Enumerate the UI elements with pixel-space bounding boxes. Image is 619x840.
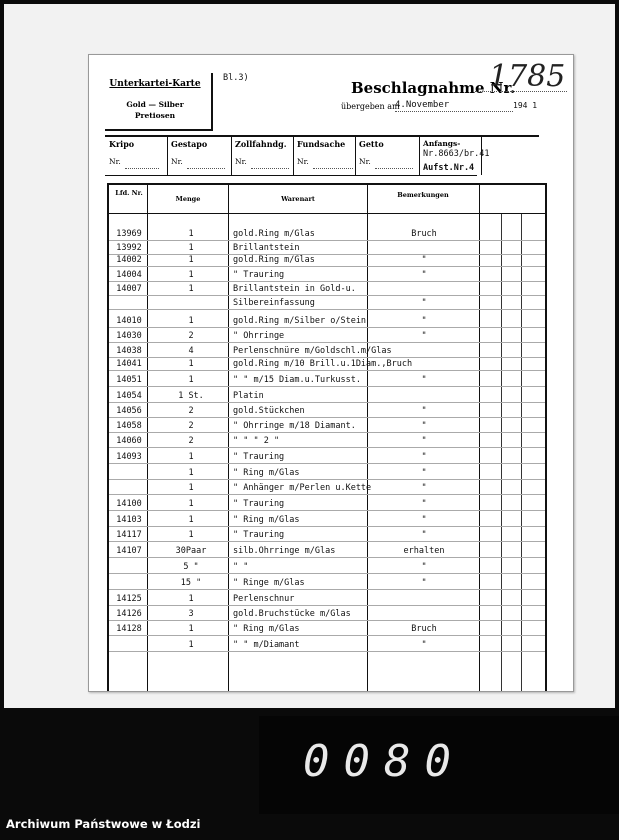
row-lfd-nr: 14100 [116, 499, 142, 509]
row-menge: 1 [188, 515, 194, 525]
row-lfd-nr: 14007 [116, 284, 142, 294]
row-lfd-nr: 14107 [116, 546, 142, 556]
row-lfd-nr: 14038 [116, 346, 142, 356]
column-divider [367, 185, 368, 691]
row-lfd-nr: 14010 [116, 316, 142, 326]
row-warenart: gold.Ring m/Glas [233, 229, 315, 239]
field-separator [419, 135, 420, 175]
row-warenart: Perlenschnur [233, 594, 295, 604]
row-warenart: gold.Ring m/Silber o/Stein [233, 316, 367, 326]
row-rule [109, 463, 545, 464]
row-menge: 2 [188, 421, 194, 431]
row-lfd-nr: 13992 [116, 243, 142, 253]
row-bemerkungen: " [421, 515, 427, 525]
row-rule [109, 281, 545, 282]
row-rule [109, 541, 545, 542]
row-lfd-nr: 14041 [116, 359, 142, 369]
row-bemerkungen: " [421, 298, 427, 308]
row-menge: 1 [188, 284, 194, 294]
row-bemerkungen: " [421, 255, 427, 265]
row-rule [109, 526, 545, 527]
table-header-border [109, 213, 545, 214]
row-warenart: " " m/Diamant [233, 640, 300, 650]
frame-counter: 0080 [303, 736, 465, 787]
field-separator [293, 135, 294, 175]
row-bemerkungen: " [421, 499, 427, 509]
header-menge: Menge [175, 195, 201, 203]
row-bemerkungen: " [421, 316, 427, 326]
row-lfd-nr: 14054 [116, 391, 142, 401]
row-menge: 1 [188, 255, 194, 265]
row-rule [109, 651, 545, 652]
row-bemerkungen: " [421, 483, 427, 493]
row-bemerkungen: Bruch [411, 229, 437, 239]
card-type-line2: Pretiosen [134, 111, 176, 120]
row-rule [109, 605, 545, 606]
card-type-line1: Gold — Silber [126, 100, 184, 109]
field-gestapo-line [187, 168, 225, 169]
column-divider [479, 185, 480, 691]
frame-counter-panel [259, 716, 619, 814]
row-bemerkungen: Bruch [411, 624, 437, 634]
field-zoll-nr: Nr. [235, 157, 247, 166]
row-rule [109, 309, 545, 310]
row-bemerkungen: " [421, 468, 427, 478]
inventory-card [88, 54, 574, 692]
row-warenart: " " " 2 " [233, 436, 280, 446]
field-gestapo-label: Gestapo [171, 139, 208, 149]
row-rule [109, 386, 545, 387]
row-lfd-nr: 13969 [116, 229, 142, 239]
field-getto-label: Getto [359, 139, 384, 149]
row-warenart: Brillantstein [233, 243, 300, 253]
field-fundsache-nr: Nr. [297, 157, 309, 166]
column-divider [228, 185, 229, 691]
row-bemerkungen: " [421, 452, 427, 462]
row-warenart: " Ringe m/Glas [233, 578, 305, 588]
row-rule [109, 266, 545, 267]
row-rule [109, 620, 545, 621]
row-lfd-nr: 14060 [116, 436, 142, 446]
field-gestapo-nr: Nr. [171, 157, 183, 166]
row-warenart: silb.Ohrringe m/Glas [233, 546, 336, 556]
field-kripo-line [125, 168, 159, 169]
row-warenart: Brillantstein in Gold-u. [233, 284, 356, 294]
row-warenart: " Trauring [233, 499, 285, 509]
handed-over-label: übergeben am [341, 102, 400, 111]
row-menge: 4 [188, 346, 194, 356]
row-rule [109, 370, 545, 371]
field-fundsache-label: Fundsache [297, 139, 346, 149]
header-warenart: Warenart [281, 195, 315, 203]
row-bemerkungen: " [421, 578, 427, 588]
handed-over-date: 4.November [395, 100, 450, 110]
row-menge: 1 [188, 624, 194, 634]
row-menge: 1 [188, 316, 194, 326]
row-warenart: " Trauring [233, 452, 285, 462]
row-warenart: " Trauring [233, 270, 285, 280]
row-rule [109, 447, 545, 448]
row-warenart: Silbereinfassung [233, 298, 315, 308]
field-separator [355, 135, 356, 175]
row-warenart: gold.Ring m/10 Brill.u.1Diam.,Bruch [233, 359, 413, 369]
row-rule [109, 240, 545, 241]
row-lfd-nr: 14030 [116, 331, 142, 341]
field-separator [167, 135, 168, 175]
row-bemerkungen: " [421, 436, 427, 446]
row-lfd-nr: 14002 [116, 255, 142, 265]
row-menge: 1 [188, 243, 194, 253]
field-zoll-label: Zollfahndg. [235, 139, 287, 149]
row-menge: 1 [188, 594, 194, 604]
fields-bottom-border [105, 175, 477, 176]
row-warenart: " " m/15 Diam.u.Turkusst. [233, 375, 361, 385]
row-lfd-nr: 14125 [116, 594, 142, 604]
row-lfd-nr: 14051 [116, 375, 142, 385]
row-menge: 1 [188, 483, 194, 493]
row-rule [109, 573, 545, 574]
row-lfd-nr: 14056 [116, 406, 142, 416]
row-bemerkungen: " [421, 530, 427, 540]
row-rule [109, 432, 545, 433]
header-bemerkungen: Bemerkungen [397, 191, 449, 199]
row-warenart: gold.Ring m/Glas [233, 255, 315, 265]
row-warenart: " Ring m/Glas [233, 624, 300, 634]
row-rule [109, 510, 545, 511]
field-getto-nr: Nr. [359, 157, 371, 166]
field-zoll-line [251, 168, 289, 169]
row-bemerkungen: " [421, 562, 427, 572]
row-bemerkungen: " [421, 270, 427, 280]
confiscation-title: Beschlagnahme Nr. [351, 79, 516, 97]
handed-over-year: 194 1 [513, 101, 538, 110]
row-rule [109, 635, 545, 636]
row-menge: 1 St. [178, 391, 204, 401]
row-menge: 3 [188, 609, 194, 619]
sheet-label: Bl.3) [223, 73, 249, 83]
archive-credit: Archiwum Państwowe w Łodzi [6, 817, 201, 831]
field-getto-line [375, 168, 413, 169]
row-menge: 1 [188, 270, 194, 280]
row-rule [109, 589, 545, 590]
row-bemerkungen: " [421, 640, 427, 650]
field-separator [231, 135, 232, 175]
column-divider [147, 185, 148, 691]
row-warenart: " Anhänger m/Perlen u.Kette [233, 483, 372, 493]
row-rule [109, 327, 545, 328]
row-lfd-nr: 14126 [116, 609, 142, 619]
row-bemerkungen: " [421, 331, 427, 341]
row-menge: 2 [188, 406, 194, 416]
row-lfd-nr: 14058 [116, 421, 142, 431]
row-warenart: " Ring m/Glas [233, 515, 300, 525]
row-lfd-nr: 14128 [116, 624, 142, 634]
row-menge: 1 [188, 375, 194, 385]
row-bemerkungen: " [421, 406, 427, 416]
fields-top-border [105, 135, 539, 137]
row-warenart: " " [233, 562, 249, 572]
row-rule [109, 295, 545, 296]
row-warenart: " Ring m/Glas [233, 468, 300, 478]
row-lfd-nr: 14093 [116, 452, 142, 462]
row-bemerkungen: erhalten [403, 546, 445, 556]
row-menge: 1 [188, 530, 194, 540]
field-separator [481, 135, 482, 175]
anfangs-number: Nr.8663/br.41 [423, 149, 490, 159]
row-rule [109, 402, 545, 403]
row-warenart: " Trauring [233, 530, 285, 540]
row-menge: 1 [188, 452, 194, 462]
row-rule [109, 342, 545, 343]
row-menge: 2 [188, 436, 194, 446]
row-rule [109, 357, 545, 358]
row-warenart: Platin [233, 391, 264, 401]
date-underline [395, 111, 513, 112]
row-lfd-nr: 14117 [116, 530, 142, 540]
header-lfd: Lfd. Nr. [115, 189, 143, 197]
field-kripo-label: Kripo [109, 139, 135, 149]
row-warenart: gold.Bruchstücke m/Glas [233, 609, 351, 619]
row-menge: 1 [188, 229, 194, 239]
row-menge: 1 [188, 359, 194, 369]
row-menge: 1 [188, 499, 194, 509]
row-menge: 2 [188, 331, 194, 341]
row-rule [109, 417, 545, 418]
row-lfd-nr: 14004 [116, 270, 142, 280]
row-menge: 30Paar [175, 546, 207, 556]
row-rule [109, 557, 545, 558]
row-lfd-nr: 14103 [116, 515, 142, 525]
aufstellung-number: Aufst.Nr.4 [423, 163, 475, 173]
row-bemerkungen: " [421, 421, 427, 431]
anfangs-label: Anfangs- [423, 139, 461, 148]
row-menge: 1 [188, 468, 194, 478]
card-type-box [105, 73, 213, 131]
row-warenart: " Ohrringe [233, 331, 285, 341]
row-rule [109, 494, 545, 495]
row-menge: 5 " [183, 562, 199, 572]
row-rule [109, 479, 545, 480]
row-menge: 1 [188, 640, 194, 650]
row-menge: 15 " [180, 578, 202, 588]
card-type-title: Unterkartei-Karte [109, 79, 201, 89]
field-kripo-nr: Nr. [109, 157, 121, 166]
row-warenart: Perlenschnüre m/Goldschl.m/Glas [233, 346, 392, 356]
items-table [107, 183, 547, 691]
row-bemerkungen: " [421, 375, 427, 385]
row-warenart: gold.Stückchen [233, 406, 305, 416]
field-fundsache-line [313, 168, 353, 169]
row-warenart: " Ohrringe m/18 Diamant. [233, 421, 356, 431]
confiscation-number: 1785 [489, 59, 566, 94]
paper-background [4, 4, 615, 708]
